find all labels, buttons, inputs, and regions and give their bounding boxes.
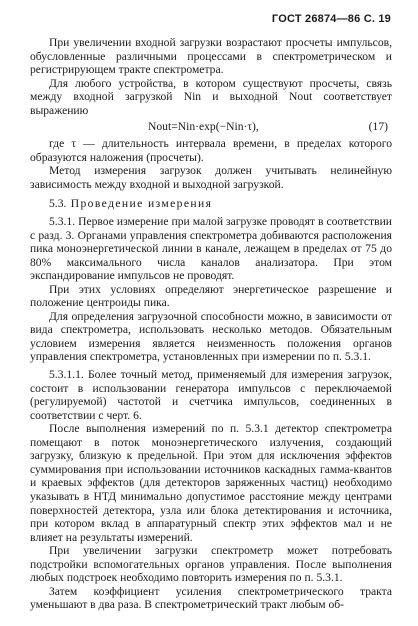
paragraph-11: Затем коэффициент усиления спектрометрического тракта уменьшают в два раза. В спектрометрический тракт любым об- (30, 584, 392, 612)
paragraph-6: При этих условиях определяют энергетическое разрешение и положение центроиды пика. (30, 282, 392, 310)
formula-17 (30, 120, 392, 135)
paragraph-1: При увеличении входной загрузки возрастают просчеты импульсов, обусловленные различными процессами в спектрометрическом и регистрирующем тракте спектрометра. (30, 36, 392, 77)
section-number: 5.3. (49, 197, 67, 211)
paragraph-10: При увеличении загрузки спектрометр может потребовать подстройки вспомогательных органов управления. После выполнения любых подстроек необходимо повторить измерения по п. 5.3.1. (30, 544, 392, 585)
body-text (30, 36, 392, 612)
section-title: Проведение измерения (70, 197, 213, 211)
paragraph-9: После выполнения измерений по п. 5.3.1 детектор спектрометра помещают в поток моноэнергетического излучения, создающий загрузку, близкую к предельной. При этом для исключения эффектов суммирования при использовании источников каскадных гамма-квантов и краевых эффектов (для детекторов заряженных частиц) необходимо указывать в НТД минимально допустимое расстояние между центрами поверхностей детектора, узла или блока детектирования и источника, при котором вклад в аппаратурный спектр этих эффектов мал и не влияет на результаты измерений. (30, 422, 392, 544)
formula-number: (17) (368, 120, 388, 134)
formula-expression: Nout=Nin·exp(−Nin·τ), (148, 120, 259, 134)
paragraph-4: Метод измерения загрузок должен учитывать нелинейную зависимость между входной и выходной загрузкой. (30, 164, 392, 191)
paragraph-7: Для определения загрузочной способности можно, в зависимости от вида спектрометра, использовать несколько методов. Обязательным условием измерения является неизменность положения органов управления спектрометра, установленных при измерении по п. 5.3.1. (30, 309, 392, 364)
section-heading (30, 197, 392, 211)
page-header: ГОСТ 26874—86 С. 19 (271, 13, 391, 25)
paragraph-8: 5.3.1.1. Более точный метод, применяемый для измерения загрузок, состоит в использовании генератора импульсов с переключаемой (регулируемой) частотой и счетчика импульсов, соединенных в соответствии с черт. 6. (30, 368, 392, 422)
paragraph-3: где τ — длительность интервала времени, в пределах которого образуются наложения (просчеты). (30, 137, 392, 164)
paragraph-2: Для любого устройства, в котором существуют просчеты, связь между входной загрузкой Nin и выходной Nout соответствует выражению (30, 76, 392, 117)
paragraph-5: 5.3.1. Первое измерение при малой загрузке проводят в соответствии с разд. 3. Органами управления спектрометра добиваются расположения пика моноэнергетической линии в канале, лежащем в пределах от 75 до 80% максимального числа каналов анализатора. При этом экспандирование импульсов не проводят. (30, 215, 392, 283)
